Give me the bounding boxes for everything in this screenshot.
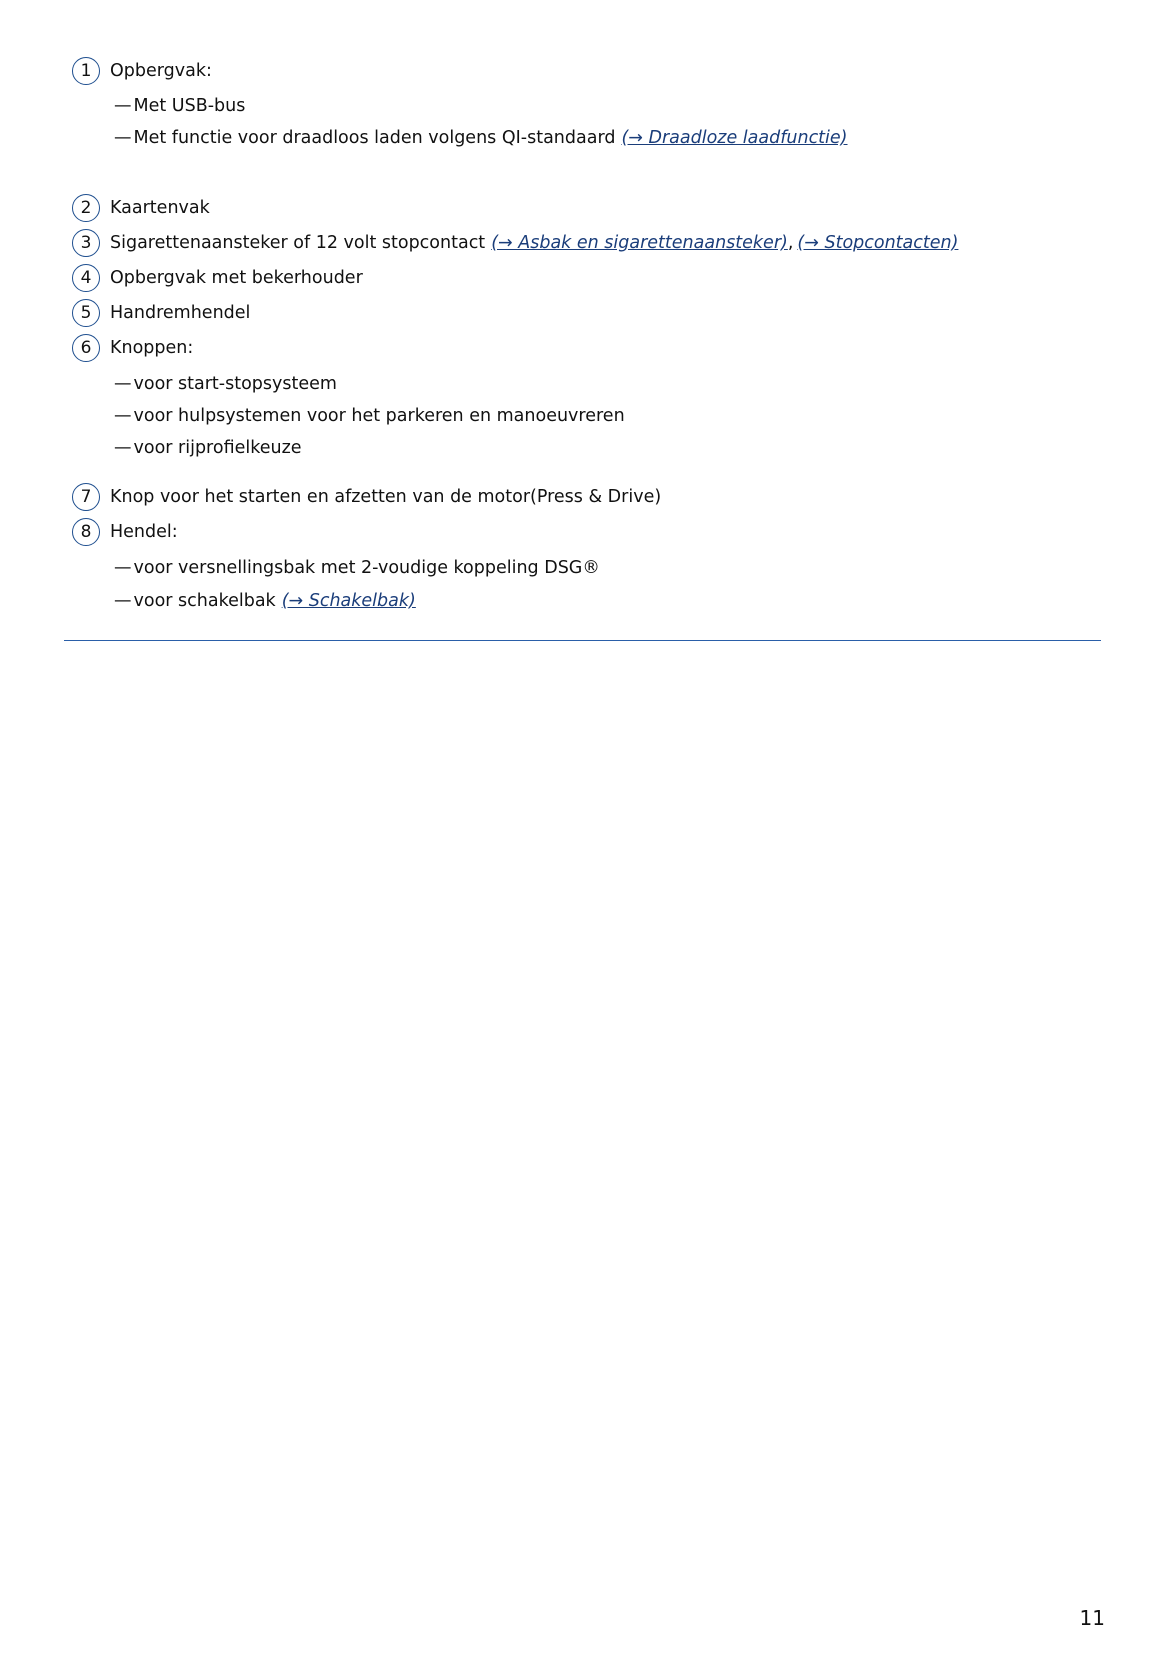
list-item-5 <box>72 297 250 329</box>
list-item-8 <box>72 516 178 548</box>
list-item-7 <box>72 481 661 513</box>
item-label: Opbergvak: <box>110 61 212 81</box>
item-number-badge: 1 <box>72 57 100 85</box>
item-number-badge: 7 <box>72 483 100 511</box>
item-label: Knoppen: <box>110 338 194 358</box>
sub-item-wireless-charging <box>114 123 848 153</box>
dash-bullet: — <box>114 438 132 458</box>
section-divider <box>64 640 1101 641</box>
sub-item-label: voor rijprofielkeuze <box>133 438 302 458</box>
item-label: Hendel: <box>110 522 178 542</box>
sub-item-drive-profile <box>114 433 302 463</box>
list-item-2 <box>72 192 210 224</box>
item-number-badge: 6 <box>72 334 100 362</box>
item-number-badge: 8 <box>72 518 100 546</box>
sub-item-label: Met USB-bus <box>133 96 246 116</box>
sub-item-label: voor hulpsystemen voor het parkeren en manoeuvreren <box>133 406 625 426</box>
list-item-6 <box>72 332 193 364</box>
page-number: 11 <box>1079 1606 1105 1630</box>
sub-item-dsg <box>114 553 600 583</box>
link-gearbox[interactable]: (→ Schakelbak) <box>281 591 416 611</box>
sub-item-label: voor start-stopsysteem <box>133 374 337 394</box>
sub-item-manual-gearbox <box>114 586 416 616</box>
link-ashtray-lighter[interactable]: (→ Asbak en sigarettenaansteker) <box>491 233 788 253</box>
link-separator: , <box>787 233 794 253</box>
item-label: Kaartenvak <box>110 198 210 218</box>
item-label: Sigarettenaansteker of 12 volt stopcontact <box>110 233 486 253</box>
link-power-sockets[interactable]: (→ Stopcontacten) <box>797 233 959 253</box>
sub-item-start-stop <box>114 369 337 399</box>
dash-bullet: — <box>114 591 132 611</box>
item-number-badge: 3 <box>72 229 100 257</box>
item-number-badge: 2 <box>72 194 100 222</box>
dash-bullet: — <box>114 406 132 426</box>
list-item-1 <box>72 55 212 87</box>
sub-item-usb <box>114 91 245 121</box>
item-label: Handremhendel <box>110 303 251 323</box>
item-label: Knop voor het starten en afzetten van de motor(Press & Drive) <box>110 487 662 507</box>
sub-item-label: voor versnellingsbak met 2-voudige koppeling DSG® <box>133 558 600 578</box>
dash-bullet: — <box>114 558 132 578</box>
item-number-badge: 5 <box>72 299 100 327</box>
list-item-4 <box>72 262 363 294</box>
dash-bullet: — <box>114 128 132 148</box>
dash-bullet: — <box>114 374 132 394</box>
dash-bullet: — <box>114 96 132 116</box>
sub-item-parking-assist <box>114 401 625 431</box>
item-number-badge: 4 <box>72 264 100 292</box>
link-wireless-charging[interactable]: (→ Draadloze laadfunctie) <box>621 128 848 148</box>
sub-item-label: voor schakelbak <box>133 591 276 611</box>
sub-item-label: Met functie voor draadloos laden volgens QI-standaard <box>133 128 616 148</box>
item-label: Opbergvak met bekerhouder <box>110 268 363 288</box>
list-item-3 <box>72 227 958 259</box>
